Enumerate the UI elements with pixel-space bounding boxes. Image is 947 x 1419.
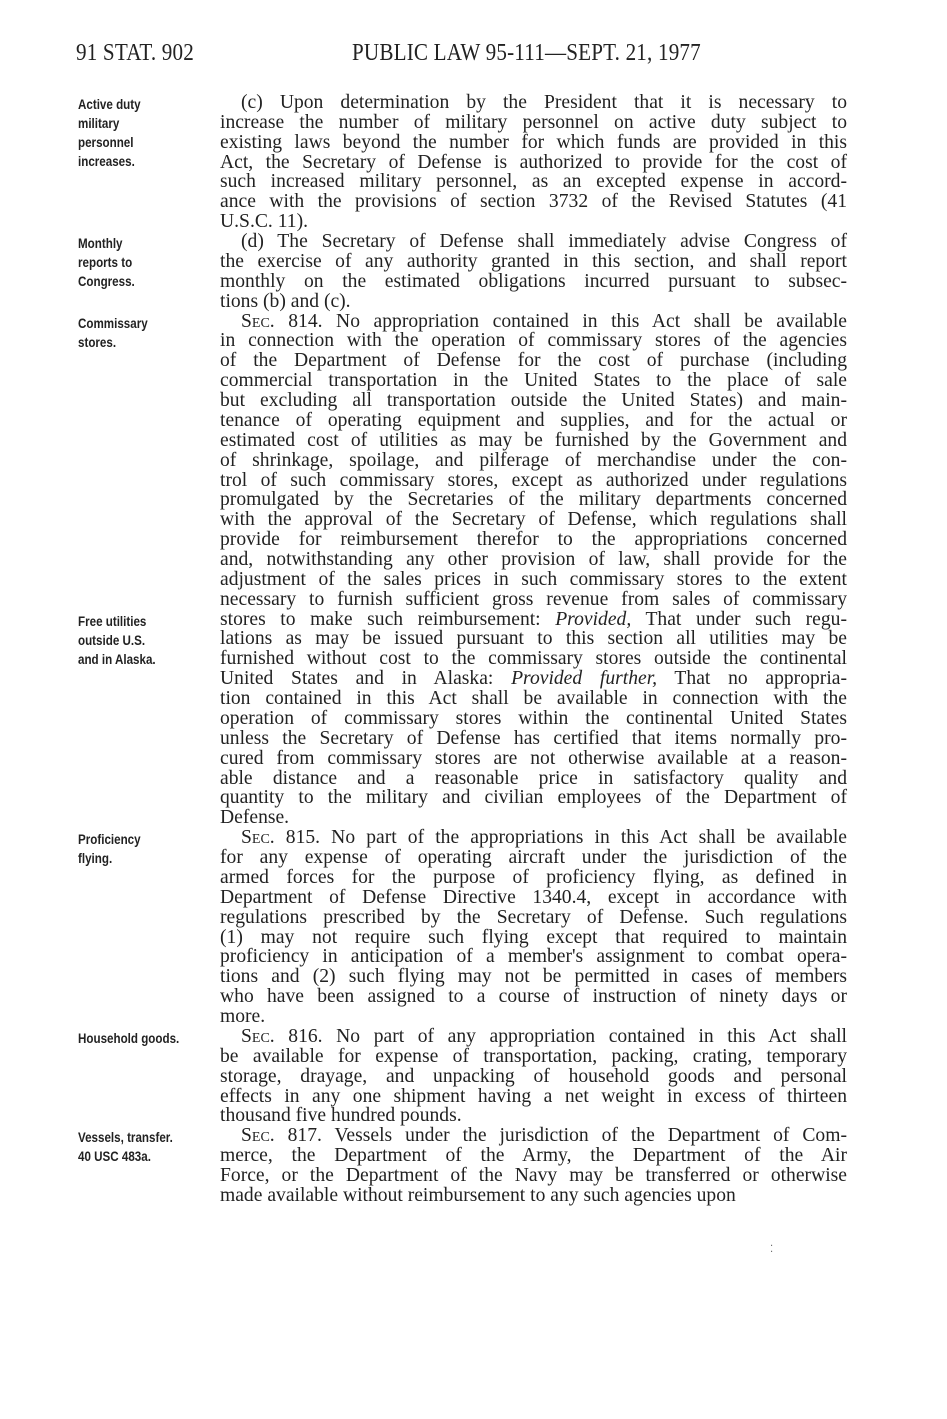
margin-note-line: military [78,116,120,131]
text-segment: and, notwithstanding any other provision of law, shall provide for the [220,549,847,570]
text-segment: 817. Vessels under the jurisdiction of the Department of Com- [274,1125,847,1147]
subsection-c-line [220,133,847,153]
text-segment: with the approval of the Secretary of Defense, which regulations shall [220,509,847,531]
text-segment: tenance of operating equipment and supplies, and for the actual or [220,409,847,431]
text-segment: quantity to the military and civilian employees of the Department of [220,787,847,809]
sec-814-line [220,451,847,471]
sec-816-line [220,1067,847,1087]
sec-817-line [241,1126,847,1146]
sec-817-line [220,1166,847,1186]
margin-note [78,1029,179,1048]
sec-815-line [220,888,847,908]
margin-note [78,95,141,171]
sec-814-line [241,312,847,332]
subsection-c-line [220,153,847,173]
text-segment: of shrinkage, spoilage, and pilferage of merchandise under the con- [220,449,847,471]
text-segment: That under such regu- [631,608,847,630]
sec-815-line [220,1007,847,1027]
text-segment: merce, the Department of the Army, the Department of the Air [220,1145,847,1167]
sec-815-line [220,868,847,888]
text-segment: commercial transportation in the United States to the place of sale [220,370,847,392]
text-segment: Force, or the Department of the Navy may be transferred or otherwise [220,1164,847,1186]
text-segment: (c) Upon determination by the President that it is necessary to [241,92,847,113]
subsection-c-line [220,113,847,133]
text-segment: increase the number of military personnel on active duty subject to [220,111,847,133]
text-segment: provide for reimbursement therefor to the appropriations concerned [220,529,847,551]
margin-note [78,830,141,868]
section-label: Sec. [241,827,275,849]
text-segment: of the Department of Defense for the cost of purchase (including [220,350,847,372]
scan-speck: ⁚ [770,1244,774,1255]
text-segment: Act, the Secretary of Defense is authorized to provide for the cost of [220,151,847,173]
sec-814-line [220,769,847,789]
sec-814-line [220,510,847,530]
text-segment: tion contained in this Act shall be available in connection with the [220,688,847,710]
sec-814-line [220,669,847,689]
sec-814-line [220,808,847,828]
italic-text: Provided, [555,608,632,630]
sec-815-line [220,928,847,948]
sec-814-line [220,649,847,669]
margin-note-line: flying. [78,851,113,867]
text-segment: U.S.C. 11). [220,211,308,233]
sec-814-line [220,391,847,411]
sec-815-line [220,908,847,928]
sec-816-line [220,1087,847,1107]
text-segment: (1) may not require such flying except that required to maintain [220,926,847,948]
sec-814-line [220,431,847,451]
margin-note-line: reports to [78,255,133,271]
sec-817-line [220,1186,847,1206]
text-segment: who have been assigned to a course of instruction of ninety days or [220,986,847,1008]
page-title: PUBLIC LAW 95-111—SEPT. 21, 1977 [352,40,701,66]
sec-817-line [220,1146,847,1166]
text-segment: made available without reimbursement to any such agencies upon [220,1184,736,1206]
sec-814-line [220,788,847,808]
text-segment: (d) The Secretary of Defense shall immediately advise Congress of [241,231,847,253]
sec-814-line [220,371,847,391]
text-segment: Defense. [220,807,290,829]
margin-note-line: outside U.S. [78,632,146,648]
margin-note-line: Vessels, transfer. [78,1130,173,1146]
margin-note-line: Free utilities [78,613,147,629]
subsection-c-line [220,172,847,192]
text-segment: armed forces for the purpose of proficiency flying, as defined in [220,866,847,888]
sec-814-line [220,411,847,431]
margin-note-line: Proficiency [78,832,141,848]
sec-814-line [220,689,847,709]
margin-note-line: 40 USC 483a. [78,1149,151,1165]
sec-814-line [220,610,847,630]
sec-815-line [241,828,847,848]
text-segment: 814. No appropriation contained in this Act shall be available [274,310,847,332]
subsection-d-line [220,272,847,292]
text-segment: stores to make such reimbursement: [220,608,556,630]
sec-814-line [220,530,847,550]
text-segment: 816. No part of any appropriation contained in this Act shall [274,1025,847,1047]
sec-814-line [220,331,847,351]
sec-814-line [220,709,847,729]
text-segment: storage, drayage, and unpacking of household goods and personal [220,1065,847,1087]
section-label: Sec. [241,310,275,332]
text-segment: be available for expense of transportation, packing, crating, temporary [220,1045,847,1067]
sec-815-line [220,947,847,967]
text-segment: regulations prescribed by the Secretary of Defense. Such regulations [220,906,847,928]
text-segment: tions (b) and (c). [220,290,351,312]
text-segment: operation of commissary stores within the continental United States [220,707,847,729]
italic-text: Provided further, [511,668,658,690]
text-segment: thousand five hundred pounds. [220,1105,462,1127]
margin-note [78,612,156,669]
margin-note-line: Household goods. [78,1030,180,1046]
subsection-c-line [220,192,847,212]
margin-note-line: stores. [78,334,117,350]
text-segment: but excluding all transportation outside the United States) and main- [220,390,847,412]
text-segment: the exercise of any authority granted in this section, and shall report [220,250,847,272]
text-segment: proficiency in anticipation of a member's assignment to combat opera- [220,946,847,968]
subsection-c-line [220,212,847,232]
stat-page-number: 91 STAT. 902 [76,40,194,66]
sec-814-line [220,749,847,769]
sec-814-line [220,351,847,371]
sec-814-line [220,490,847,510]
sec-815-line [220,848,847,868]
text-segment: That no appropria- [657,668,847,690]
sec-815-line [220,987,847,1007]
text-segment: in connection with the operation of commissary stores of the agencies [220,330,847,352]
text-segment: ance with the provisions of section 3732 of the Revised Statutes (41 [220,191,847,213]
text-segment: monthly on the estimated obligations incurred pursuant to subsec- [220,270,847,292]
text-segment: Department of Defense Directive 1340.4, except in accordance with [220,886,847,908]
subsection-d-line [220,292,847,312]
text-segment: United States and in Alaska: [220,668,512,690]
text-segment: tions and (2) such flying may not be permitted in cases of members [220,966,847,988]
text-segment: trol of such commissary stores, except as authorized under regulations [220,469,847,491]
text-segment: cured from commissary stores are not otherwise available at a reason- [220,747,847,769]
margin-note [78,1128,173,1166]
subsection-d-line [241,232,847,252]
sec-816-line [241,1027,847,1047]
sec-814-line [220,550,847,570]
sec-814-line [220,729,847,749]
text-segment: estimated cost of utilities as may be furnished by the Government and [220,429,847,451]
text-segment: for any expense of operating aircraft under the jurisdiction of the [220,847,847,869]
text-segment: able distance and a reasonable price in satisfactory quality and [220,767,847,789]
sec-816-line [220,1047,847,1067]
margin-note-line: Commissary [78,315,148,331]
text-segment: existing laws beyond the number for which funds are provided in this [220,131,847,153]
subsection-d-line [220,252,847,272]
margin-note-line: personnel [78,135,134,150]
sec-815-line [220,967,847,987]
margin-note-line: Active duty [78,97,141,112]
text-segment: such increased military personnel, as an excepted expense in accord- [220,171,847,193]
text-segment: promulgated by the Secretaries of the military departments concerned [220,489,847,511]
text-segment: lations as may be issued pursuant to this section all utilities may be [220,628,847,650]
margin-note-line: Monthly [78,236,123,252]
subsection-c-line [241,93,847,113]
section-label: Sec. [241,1025,275,1047]
text-segment: adjustment of the sales prices in such commissary stores to the extent [220,568,847,590]
text-segment: necessary to furnish sufficient gross revenue from sales of commissary [220,588,847,610]
section-label: Sec. [241,1125,275,1147]
sec-814-line [220,570,847,590]
text-segment: unless the Secretary of Defense has certified that items normally pro- [220,727,847,749]
sec-814-line [220,471,847,491]
margin-note-line: and in Alaska. [78,651,156,667]
margin-note-line: Congress. [78,274,135,290]
sec-816-line [220,1106,847,1126]
sec-814-line [220,629,847,649]
text-segment: effects in any one shipment having a net weight in excess of thirteen [220,1085,847,1107]
margin-note-line: increases. [78,154,135,169]
sec-814-line [220,590,847,610]
text-segment: 815. No part of the appropriations in this Act shall be available [274,827,847,849]
text-segment: furnished without cost to the commissary stores outside the continental [220,648,847,670]
text-segment: more. [220,1006,266,1028]
margin-note [78,314,148,352]
margin-note [78,234,135,291]
